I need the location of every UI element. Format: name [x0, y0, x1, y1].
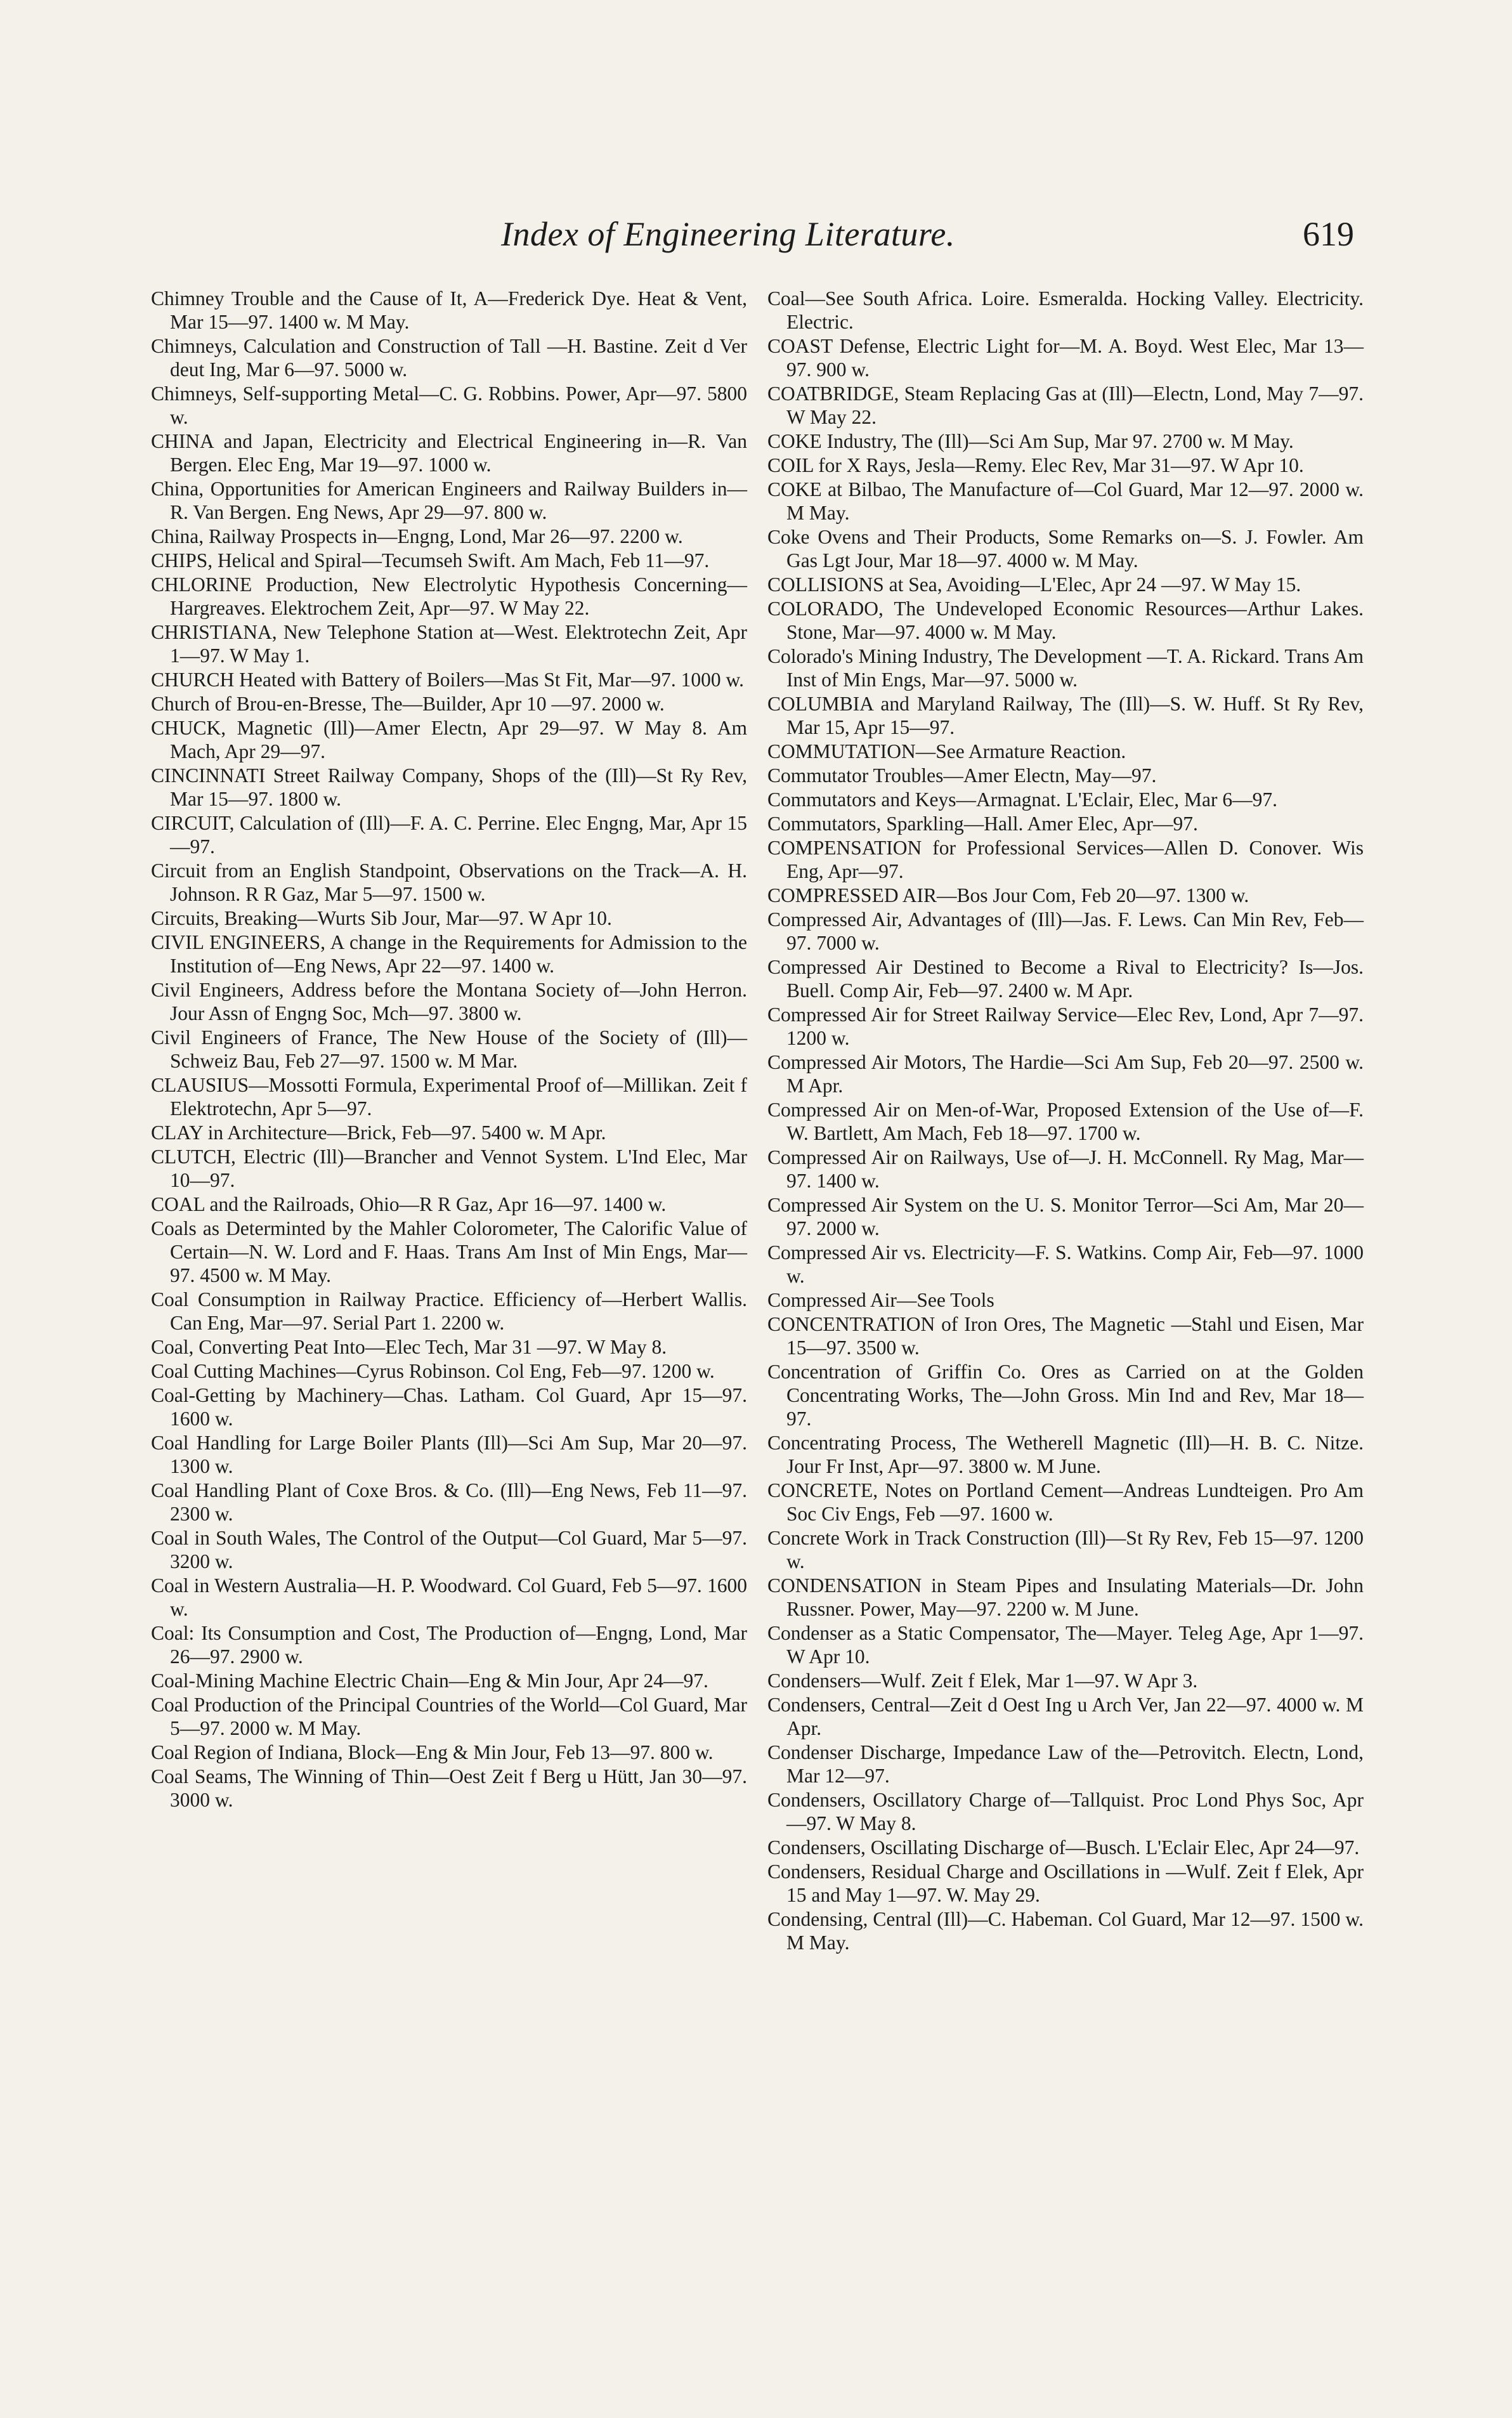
index-entry: CONCRETE, Notes on Portland Cement—Andreas Lundteigen. Pro Am Soc Civ Engs, Feb —97. 1600 w. — [767, 1479, 1364, 1525]
index-entry: Coal in Western Australia—H. P. Woodward. Col Guard, Feb 5—97. 1600 w. — [151, 1574, 747, 1620]
index-entry: CHINA and Japan, Electricity and Electrical Engineering in—R. Van Bergen. Elec Eng, Mar 19—97. 1000 w. — [151, 430, 747, 476]
index-entry: Compressed Air on Railways, Use of—J. H. McConnell. Ry Mag, Mar—97. 1400 w. — [767, 1146, 1364, 1192]
index-entry: Coal Seams, The Winning of Thin—Oest Zeit f Berg u Hütt, Jan 30—97. 3000 w. — [151, 1765, 747, 1811]
index-entry: Coal in South Wales, The Control of the Output—Col Guard, Mar 5—97. 3200 w. — [151, 1527, 747, 1572]
index-entry: COKE Industry, The (Ill)—Sci Am Sup, Mar 97. 2700 w. M May. — [767, 430, 1294, 452]
index-entry: Coal-Mining Machine Electric Chain—Eng & Min Jour, Apr 24—97. — [151, 1670, 708, 1692]
index-entry: Condensers, Oscillating Discharge of—Busch. L'Eclair Elec, Apr 24—97. — [767, 1836, 1360, 1859]
index-entry: COLUMBIA and Maryland Railway, The (Ill)—S. W. Huff. St Ry Rev, Mar 15, Apr 15—97. — [767, 693, 1364, 738]
index-entry: Commutator Troubles—Amer Electn, May—97. — [767, 764, 1157, 787]
index-entry: COKE at Bilbao, The Manufacture of—Col Guard, Mar 12—97. 2000 w. M May. — [767, 478, 1364, 524]
index-entry: Compressed Air Motors, The Hardie—Sci Am Sup, Feb 20—97. 2500 w. M Apr. — [767, 1051, 1364, 1097]
index-entry: Coal Region of Indiana, Block—Eng & Min Jour, Feb 13—97. 800 w. — [151, 1741, 714, 1763]
index-entry: Circuits, Breaking—Wurts Sib Jour, Mar—97. W Apr 10. — [151, 907, 612, 929]
index-entry: COATBRIDGE, Steam Replacing Gas at (Ill)—Electn, Lond, May 7—97. W May 22. — [767, 382, 1364, 428]
index-entry: China, Opportunities for American Engineers and Railway Builders in—R. Van Bergen. Eng News, Apr 29—97. 800 w. — [151, 478, 747, 523]
index-entry: COLLISIONS at Sea, Avoiding—L'Elec, Apr 24 —97. W May 15. — [767, 573, 1301, 596]
index-entry: Compressed Air, Advantages of (Ill)—Jas. F. Lews. Can Min Rev, Feb—97. 7000 w. — [767, 908, 1364, 954]
index-entry: Coal: Its Consumption and Cost, The Production of—Engng, Lond, Mar 26—97. 2900 w. — [151, 1622, 747, 1668]
index-entry: Coal Handling Plant of Coxe Bros. & Co. (Ill)—Eng News, Feb 11—97. 2300 w. — [151, 1479, 747, 1525]
index-entry: Concrete Work in Track Construction (Ill)—St Ry Rev, Feb 15—97. 1200 w. — [767, 1527, 1364, 1572]
index-entry: Colorado's Mining Industry, The Development —T. A. Rickard. Trans Am Inst of Min Engs, Mar—97. 5000 w. — [767, 645, 1364, 691]
index-entry: COAL and the Railroads, Ohio—R R Gaz, Apr 16—97. 1400 w. — [151, 1193, 667, 1215]
index-entry: CHURCH Heated with Battery of Boilers—Mas St Fit, Mar—97. 1000 w. — [151, 669, 745, 691]
index-entry: CLUTCH, Electric (Ill)—Brancher and Vennot System. L'Ind Elec, Mar 10—97. — [151, 1146, 747, 1191]
index-entry: Compressed Air—See Tools — [767, 1289, 994, 1311]
index-entry: Concentration of Griffin Co. Ores as Carried on at the Golden Concentrating Works, The—John Gross. Min Ind and Rev, Mar 18—97. — [767, 1361, 1364, 1430]
index-entry: Chimney Trouble and the Cause of It, A—Frederick Dye. Heat & Vent, Mar 15—97. 1400 w. M May. — [151, 287, 747, 333]
index-entry: Coals as Determinted by the Mahler Colorometer, The Calorific Value of Certain—N. W. Lord and F. Haas. Trans Am Inst of Min Engs, Mar—97. 4500 w. M May. — [151, 1217, 747, 1286]
index-entry: Condensing, Central (Ill)—C. Habeman. Col Guard, Mar 12—97. 1500 w. M May. — [767, 1908, 1364, 1954]
index-entry: Church of Brou-en-Bresse, The—Builder, Apr 10 —97. 2000 w. — [151, 693, 665, 715]
index-entry: COAST Defense, Electric Light for—M. A. Boyd. West Elec, Mar 13—97. 900 w. — [767, 335, 1364, 381]
index-entry: Coal Production of the Principal Countries of the World—Col Guard, Mar 5—97. 2000 w. M May. — [151, 1694, 747, 1739]
left-column — [151, 287, 747, 1812]
index-entry: China, Railway Prospects in—Engng, Lond, Mar 26—97. 2200 w. — [151, 525, 683, 547]
index-entry: CHLORINE Production, New Electrolytic Hypothesis Concerning—Hargreaves. Elektrochem Zeit, Apr—97. W May 22. — [151, 573, 747, 619]
index-entry: CIVIL ENGINEERS, A change in the Requirements for Admission to the Institution of—Eng News, Apr 22—97. 1400 w. — [151, 931, 747, 977]
index-entry: Compressed Air on Men-of-War, Proposed Extension of the Use of—F. W. Bartlett, Am Mach, Feb 18—97. 1700 w. — [767, 1099, 1364, 1144]
index-entry: Commutators, Sparkling—Hall. Amer Elec, Apr—97. — [767, 813, 1198, 835]
index-entry: Commutators and Keys—Armagnat. L'Eclair, Elec, Mar 6—97. — [767, 788, 1277, 811]
index-entry: CIRCUIT, Calculation of (Ill)—F. A. C. Perrine. Elec Engng, Mar, Apr 15—97. — [151, 812, 747, 858]
index-entry: Compressed Air for Street Railway Service—Elec Rev, Lond, Apr 7—97. 1200 w. — [767, 1003, 1364, 1049]
index-entry: COIL for X Rays, Jesla—Remy. Elec Rev, Mar 31—97. W Apr 10. — [767, 454, 1304, 476]
index-entry: Condenser Discharge, Impedance Law of the—Petrovitch. Electn, Lond, Mar 12—97. — [767, 1741, 1364, 1787]
index-entry: CINCINNATI Street Railway Company, Shops of the (Ill)—St Ry Rev, Mar 15—97. 1800 w. — [151, 764, 747, 810]
index-entry: Coal, Converting Peat Into—Elec Tech, Mar 31 —97. W May 8. — [151, 1336, 667, 1358]
index-entry: Compressed Air Destined to Become a Rival to Electricity? Is—Jos. Buell. Comp Air, Feb—97. 2400 w. M Apr. — [767, 956, 1364, 1002]
index-entry: Coal Cutting Machines—Cyrus Robinson. Col Eng, Feb—97. 1200 w. — [151, 1360, 715, 1382]
index-entry: COMMUTATION—See Armature Reaction. — [767, 740, 1126, 762]
index-entry: Chimneys, Self-supporting Metal—C. G. Robbins. Power, Apr—97. 5800 w. — [151, 382, 747, 428]
index-entry: CHRISTIANA, New Telephone Station at—West. Elektrotechn Zeit, Apr 1—97. W May 1. — [151, 621, 747, 667]
index-entry: Condensers—Wulf. Zeit f Elek, Mar 1—97. W Apr 3. — [767, 1670, 1198, 1692]
index-entry: Compressed Air vs. Electricity—F. S. Watkins. Comp Air, Feb—97. 1000 w. — [767, 1241, 1364, 1287]
index-entry: COMPENSATION for Professional Services—Allen D. Conover. Wis Eng, Apr—97. — [767, 837, 1364, 882]
index-entry: COMPRESSED AIR—Bos Jour Com, Feb 20—97. 1300 w. — [767, 884, 1249, 906]
index-entry: CLAY in Architecture—Brick, Feb—97. 5400 w. M Apr. — [151, 1121, 606, 1144]
right-column — [767, 287, 1364, 1955]
index-entry: Condensers, Oscillatory Charge of—Tallquist. Proc Lond Phys Soc, Apr—97. W May 8. — [767, 1789, 1364, 1834]
index-entry: Coal-Getting by Machinery—Chas. Latham. Col Guard, Apr 15—97. 1600 w. — [151, 1384, 747, 1430]
index-entry: Civil Engineers of France, The New House of the Society of (Ill)—Schweiz Bau, Feb 27—97. 1500 w. M Mar. — [151, 1026, 747, 1072]
index-entry: Coal Consumption in Railway Practice. Efficiency of—Herbert Wallis. Can Eng, Mar—97. Serial Part 1. 2200 w. — [151, 1288, 747, 1334]
index-entry: Condenser as a Static Compensator, The—Mayer. Teleg Age, Apr 1—97. W Apr 10. — [767, 1622, 1364, 1668]
index-entry: Concentrating Process, The Wetherell Magnetic (Ill)—H. B. C. Nitze. Jour Fr Inst, Apr—97. 3800 w. M June. — [767, 1432, 1364, 1477]
index-entry: CLAUSIUS—Mossotti Formula, Experimental Proof of—Millikan. Zeit f Elektrotechn, Apr 5—97. — [151, 1074, 747, 1120]
index-entry: Coal—See South Africa. Loire. Esmeralda. Hocking Valley. Electricity. Electric. — [767, 287, 1364, 333]
index-entry: Chimneys, Calculation and Construction of Tall —H. Bastine. Zeit d Ver deut Ing, Mar 6—97. 5000 w. — [151, 335, 747, 381]
index-entry: CONDENSATION in Steam Pipes and Insulating Materials—Dr. John Russner. Power, May—97. 2200 w. M June. — [767, 1574, 1364, 1620]
index-entry: CHUCK, Magnetic (Ill)—Amer Electn, Apr 29—97. W May 8. Am Mach, Apr 29—97. — [151, 717, 747, 762]
page-number: 619 — [1303, 215, 1354, 253]
index-entry: COLORADO, The Undeveloped Economic Resources—Arthur Lakes. Stone, Mar—97. 4000 w. M May. — [767, 598, 1364, 643]
index-entry: Circuit from an English Standpoint, Observations on the Track—A. H. Johnson. R R Gaz, Mar 5—97. 1500 w. — [151, 859, 747, 905]
index-entry: Condensers, Residual Charge and Oscillations in —Wulf. Zeit f Elek, Apr 15 and May 1—97. W. May 29. — [767, 1860, 1364, 1906]
index-entry: CHIPS, Helical and Spiral—Tecumseh Swift. Am Mach, Feb 11—97. — [151, 549, 710, 572]
index-entry: Coke Ovens and Their Products, Some Remarks on—S. J. Fowler. Am Gas Lgt Jour, Mar 18—97. 4000 w. M May. — [767, 526, 1364, 572]
index-entry: Coal Handling for Large Boiler Plants (Ill)—Sci Am Sup, Mar 20—97. 1300 w. — [151, 1432, 747, 1477]
page-title: Index of Engineering Literature. — [501, 215, 955, 253]
index-entry: Compressed Air System on the U. S. Monitor Terror—Sci Am, Mar 20—97. 2000 w. — [767, 1194, 1364, 1239]
index-entry: Civil Engineers, Address before the Montana Society of—John Herron. Jour Assn of Engng Soc, Mch—97. 3800 w. — [151, 979, 747, 1024]
index-entry: Condensers, Central—Zeit d Oest Ing u Arch Ver, Jan 22—97. 4000 w. M Apr. — [767, 1694, 1364, 1739]
index-entry: CONCENTRATION of Iron Ores, The Magnetic —Stahl und Eisen, Mar 15—97. 3500 w. — [767, 1313, 1364, 1359]
